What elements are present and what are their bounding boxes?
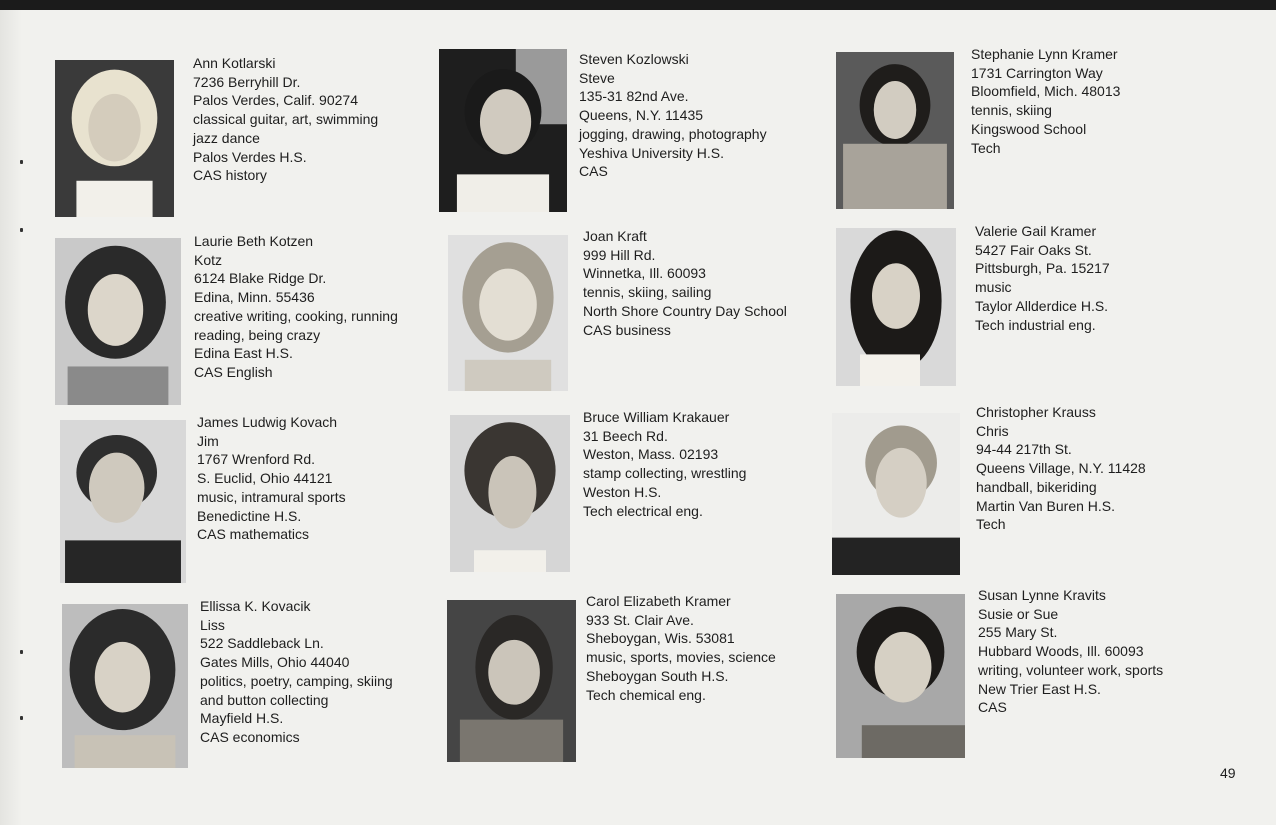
- student-name: Bruce William Krakauer: [583, 409, 730, 425]
- student-detail: music, intramural sports: [197, 488, 346, 505]
- student-detail: Mayfield H.S.: [200, 710, 284, 727]
- student-detail: CAS history: [193, 167, 267, 184]
- student-name: Ellissa K. Kovacik: [200, 598, 311, 614]
- student-detail: 7236 Berryhill Dr.: [193, 73, 301, 90]
- student-detail: Tech electrical eng.: [583, 502, 703, 519]
- student-detail: 135-31 82nd Ave.: [579, 88, 689, 105]
- student-detail: New Trier East H.S.: [978, 680, 1101, 697]
- student-name: Carol Elizabeth Kramer: [586, 593, 731, 609]
- student-detail: Palos Verdes H.S.: [193, 148, 307, 165]
- student-detail: Edina, Minn. 55436: [194, 289, 315, 306]
- student-detail: 1731 Carrington Way: [971, 64, 1103, 81]
- margin-mark: [20, 228, 23, 232]
- student-name: James Ludwig Kovach: [197, 414, 338, 430]
- student-detail: Queens, N.Y. 11435: [579, 107, 704, 124]
- student-detail: Susie or Sue: [978, 605, 1059, 622]
- margin-mark: [20, 160, 23, 164]
- student-detail: Taylor Allderdice H.S.: [975, 297, 1109, 314]
- student-detail: CAS English: [194, 363, 273, 380]
- student-detail: 522 Saddleback Ln.: [200, 635, 324, 652]
- student-detail: Sheboygan, Wis. 53081: [586, 630, 735, 647]
- student-detail: Yeshiva University H.S.: [579, 144, 724, 161]
- student-detail: jazz dance: [193, 129, 260, 146]
- student-detail: Edina East H.S.: [194, 345, 293, 362]
- student-detail: Steve: [579, 69, 615, 86]
- student-detail: Sheboygan South H.S.: [586, 667, 729, 684]
- student-detail: Gates Mills, Ohio 44040: [200, 654, 350, 671]
- student-detail: CAS business: [583, 321, 671, 338]
- student-portrait: [62, 604, 188, 768]
- student-detail: Tech chemical eng.: [586, 686, 706, 703]
- student-detail: tennis, skiing: [971, 102, 1052, 119]
- student-detail: CAS mathematics: [197, 526, 310, 543]
- student-detail: Tech: [976, 516, 1006, 533]
- student-detail: 6124 Blake Ridge Dr.: [194, 270, 327, 287]
- student-name: Susan Lynne Kravits: [978, 587, 1106, 603]
- student-detail: 933 St. Clair Ave.: [586, 611, 694, 628]
- yearbook-page: [0, 10, 1276, 825]
- student-name: Laurie Beth Kotzen: [194, 233, 314, 249]
- margin-mark: [20, 716, 23, 720]
- student-detail: Queens Village, N.Y. 11428: [976, 460, 1146, 477]
- student-detail: Chris: [976, 422, 1009, 439]
- page-number: 49: [1220, 765, 1236, 781]
- student-detail: Winnetka, Ill. 60093: [583, 265, 706, 282]
- student-detail: 94-44 217th St.: [976, 441, 1072, 458]
- student-portrait: [832, 413, 960, 575]
- student-detail: Liss: [200, 616, 225, 633]
- student-detail: Jim: [197, 432, 219, 449]
- student-portrait: [439, 49, 567, 212]
- student-detail: stamp collecting, wrestling: [583, 465, 747, 482]
- student-portrait: [55, 238, 181, 405]
- student-portrait: [836, 52, 954, 209]
- student-detail: handball, bikeriding: [976, 478, 1097, 495]
- student-detail: Tech: [971, 139, 1001, 156]
- student-detail: CAS: [579, 163, 608, 180]
- student-detail: Palos Verdes, Calif. 90274: [193, 92, 358, 109]
- student-detail: classical guitar, art, swimming: [193, 111, 379, 128]
- student-detail: creative writing, cooking, running: [194, 307, 398, 324]
- student-detail: S. Euclid, Ohio 44121: [197, 470, 333, 487]
- student-detail: Tech industrial eng.: [975, 316, 1096, 333]
- student-name: Steven Kozlowski: [579, 51, 689, 67]
- student-detail: Kingswood School: [971, 120, 1087, 137]
- student-detail: Weston, Mass. 02193: [583, 446, 719, 463]
- student-portrait: [448, 235, 568, 391]
- student-detail: Pittsburgh, Pa. 15217: [975, 260, 1110, 277]
- student-detail: CAS economics: [200, 728, 300, 745]
- student-name: Stephanie Lynn Kramer: [971, 46, 1118, 62]
- student-name: Joan Kraft: [583, 228, 647, 244]
- student-detail: Martin Van Buren H.S.: [976, 497, 1116, 514]
- student-portrait: [60, 420, 186, 583]
- student-detail: 1767 Wrenford Rd.: [197, 451, 316, 468]
- student-detail: Bloomfield, Mich. 48013: [971, 83, 1121, 100]
- student-detail: music: [975, 279, 1012, 296]
- student-detail: music, sports, movies, science: [586, 649, 776, 666]
- student-name: Christopher Krauss: [976, 404, 1096, 420]
- student-detail: 5427 Fair Oaks St.: [975, 241, 1092, 258]
- margin-mark: [20, 650, 23, 654]
- student-name: Ann Kotlarski: [193, 55, 276, 71]
- student-detail: 255 Mary St.: [978, 624, 1058, 641]
- student-name: Valerie Gail Kramer: [975, 223, 1097, 239]
- student-detail: Kotz: [194, 251, 223, 268]
- student-detail: writing, volunteer work, sports: [978, 661, 1164, 678]
- student-detail: Weston H.S.: [583, 483, 662, 500]
- student-detail: politics, poetry, camping, skiing: [200, 672, 393, 689]
- student-portrait: [836, 594, 965, 758]
- student-detail: reading, being crazy: [194, 326, 321, 343]
- student-detail: jogging, drawing, photography: [579, 125, 767, 142]
- student-detail: tennis, skiing, sailing: [583, 284, 712, 301]
- student-portrait: [836, 228, 956, 386]
- student-portrait: [450, 415, 570, 572]
- student-portrait: [447, 600, 576, 762]
- student-detail: North Shore Country Day School: [583, 302, 787, 319]
- student-detail: 31 Beech Rd.: [583, 427, 668, 444]
- student-detail: and button collecting: [200, 691, 329, 708]
- student-detail: Benedictine H.S.: [197, 507, 302, 524]
- student-detail: CAS: [978, 699, 1007, 716]
- student-detail: 999 Hill Rd.: [583, 246, 656, 263]
- student-portrait: [55, 60, 174, 217]
- student-detail: Hubbard Woods, Ill. 60093: [978, 643, 1144, 660]
